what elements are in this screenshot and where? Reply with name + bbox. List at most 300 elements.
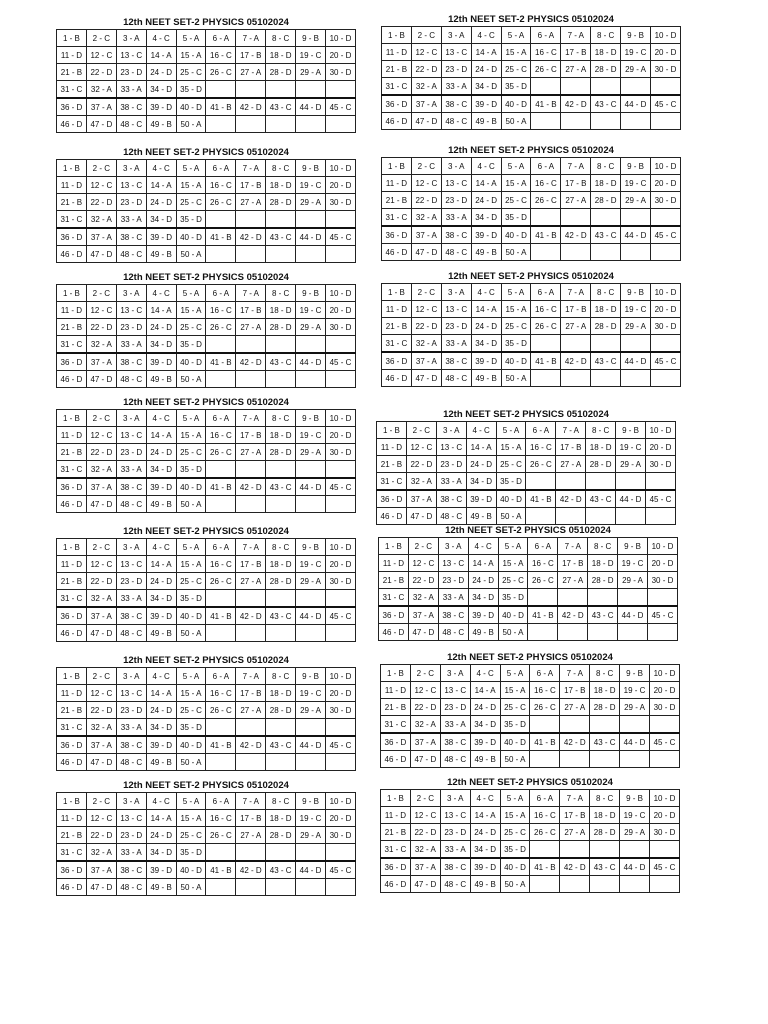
answer-cell: 2 - C — [411, 27, 441, 44]
answer-cell: 50 - A — [176, 879, 206, 896]
answer-cell: 42 - D — [236, 861, 266, 879]
answer-cell: 29 - A — [621, 61, 651, 78]
answer-cell — [326, 719, 356, 737]
answer-cell: 23 - D — [436, 456, 466, 473]
answer-cell: 9 - B — [296, 285, 326, 302]
answer-cell: 8 - C — [591, 158, 621, 175]
answer-cell: 6 - A — [530, 665, 560, 682]
answer-cell: 25 - C — [500, 824, 530, 841]
answer-cell: 20 - D — [651, 175, 681, 192]
answer-cell: 48 - C — [440, 876, 470, 893]
answer-row — [381, 841, 680, 859]
answer-cell: 15 - A — [176, 177, 206, 194]
answer-cell: 2 - C — [411, 158, 441, 175]
answer-cell — [326, 461, 356, 479]
answer-cell: 10 - D — [326, 30, 356, 47]
answer-cell: 14 - A — [146, 47, 176, 64]
answer-cell: 45 - C — [326, 607, 356, 625]
answer-cell: 34 - D — [146, 844, 176, 862]
answer-row — [382, 44, 681, 61]
answer-cell: 12 - C — [86, 556, 116, 573]
answer-cell: 47 - D — [411, 244, 441, 261]
answer-cell: 27 - A — [560, 824, 590, 841]
answer-cell: 49 - B — [468, 624, 498, 641]
answer-cell — [206, 625, 236, 642]
answer-cell: 8 - C — [266, 160, 296, 177]
answer-cell: 50 - A — [498, 624, 528, 641]
answer-cell: 40 - D — [496, 490, 526, 508]
answer-cell — [561, 113, 591, 130]
answer-cell: 18 - D — [590, 682, 620, 699]
answer-cell: 32 - A — [410, 841, 440, 859]
answer-cell: 43 - C — [266, 353, 296, 371]
answer-cell — [266, 754, 296, 771]
answer-cell: 42 - D — [561, 226, 591, 244]
sheet-title: 12th NEET SET-2 PHYSICS 05102024 — [447, 777, 613, 788]
answer-cell: 5 - A — [176, 410, 206, 427]
answer-cell: 17 - B — [236, 685, 266, 702]
answer-cell: 30 - D — [326, 319, 356, 336]
answer-cell: 27 - A — [236, 444, 266, 461]
answer-cell: 24 - D — [146, 319, 176, 336]
answer-cell: 41 - B — [206, 353, 236, 371]
answer-cell: 50 - A — [501, 244, 531, 261]
answer-cell: 9 - B — [296, 30, 326, 47]
answer-cell: 36 - D — [381, 733, 411, 751]
answer-cell: 46 - D — [382, 244, 412, 261]
answer-cell: 11 - D — [57, 556, 87, 573]
answer-cell: 10 - D — [650, 665, 680, 682]
answer-cell — [266, 844, 296, 862]
answer-cell — [648, 624, 678, 641]
answer-cell: 4 - C — [146, 160, 176, 177]
answer-cell: 16 - C — [206, 810, 236, 827]
answer-cell: 9 - B — [296, 668, 326, 685]
answer-cell: 6 - A — [531, 284, 561, 301]
answer-cell — [266, 371, 296, 388]
answer-cell: 34 - D — [470, 841, 500, 859]
answer-row — [379, 606, 678, 624]
answer-cell: 22 - D — [410, 824, 440, 841]
answer-cell: 49 - B — [471, 370, 501, 387]
answer-cell: 2 - C — [410, 665, 440, 682]
answer-cell: 43 - C — [590, 858, 620, 876]
answer-cell: 6 - A — [206, 668, 236, 685]
answer-cell: 24 - D — [471, 318, 501, 335]
answer-cell: 19 - C — [621, 44, 651, 61]
answer-cell: 26 - C — [530, 824, 560, 841]
answer-cell: 14 - A — [146, 177, 176, 194]
answer-cell — [588, 624, 618, 641]
answer-cell: 36 - D — [382, 352, 412, 370]
answer-cell: 50 - A — [176, 246, 206, 263]
answer-cell: 44 - D — [296, 478, 326, 496]
answer-row — [381, 716, 680, 734]
answer-cell: 6 - A — [206, 539, 236, 556]
answer-row — [381, 824, 680, 841]
answer-cell: 7 - A — [560, 665, 590, 682]
answer-cell: 22 - D — [411, 61, 441, 78]
answer-cell: 8 - C — [586, 422, 616, 439]
answer-cell — [326, 754, 356, 771]
answer-cell: 39 - D — [146, 607, 176, 625]
answer-cell: 22 - D — [86, 702, 116, 719]
answer-cell: 31 - C — [57, 590, 87, 608]
answer-row — [57, 336, 356, 354]
answer-row — [57, 625, 356, 642]
answer-cell — [266, 336, 296, 354]
answer-cell: 49 - B — [471, 244, 501, 261]
answer-cell: 32 - A — [411, 78, 441, 96]
answer-cell: 37 - A — [406, 490, 436, 508]
answer-cell: 21 - B — [57, 64, 87, 81]
answer-cell: 37 - A — [411, 226, 441, 244]
answer-row — [57, 444, 356, 461]
answer-cell: 4 - C — [471, 158, 501, 175]
sheet-title: 12th NEET SET-2 PHYSICS 05102024 — [448, 14, 614, 25]
answer-cell: 22 - D — [86, 444, 116, 461]
answer-cell: 23 - D — [116, 573, 146, 590]
answer-cell — [561, 370, 591, 387]
answer-cell: 14 - A — [466, 439, 496, 456]
answer-cell: 6 - A — [528, 538, 558, 555]
answer-cell — [591, 244, 621, 261]
answer-cell: 12 - C — [86, 685, 116, 702]
answer-cell — [560, 841, 590, 859]
answer-cell: 49 - B — [146, 879, 176, 896]
answer-cell: 35 - D — [176, 719, 206, 737]
answer-cell: 20 - D — [646, 439, 676, 456]
answer-cell: 35 - D — [496, 473, 526, 491]
answer-table — [56, 29, 356, 133]
answer-cell: 26 - C — [526, 456, 556, 473]
answer-cell: 4 - C — [468, 538, 498, 555]
answer-cell: 3 - A — [116, 793, 146, 810]
answer-row — [382, 95, 681, 113]
answer-cell: 3 - A — [436, 422, 466, 439]
answer-cell: 39 - D — [146, 478, 176, 496]
answer-cell: 4 - C — [470, 790, 500, 807]
answer-cell: 47 - D — [406, 508, 436, 525]
answer-cell: 32 - A — [408, 589, 438, 607]
answer-cell — [586, 508, 616, 525]
answer-cell — [326, 844, 356, 862]
answer-cell: 37 - A — [410, 858, 440, 876]
answer-cell: 2 - C — [86, 410, 116, 427]
answer-cell: 49 - B — [146, 116, 176, 133]
answer-cell: 47 - D — [86, 879, 116, 896]
answer-cell: 23 - D — [116, 444, 146, 461]
answer-cell: 3 - A — [116, 30, 146, 47]
answer-cell: 13 - C — [116, 302, 146, 319]
answer-cell: 13 - C — [116, 427, 146, 444]
answer-cell: 33 - A — [116, 719, 146, 737]
answer-cell: 2 - C — [86, 539, 116, 556]
answer-cell — [326, 211, 356, 229]
answer-cell: 8 - C — [266, 793, 296, 810]
answer-cell: 16 - C — [526, 439, 556, 456]
answer-cell — [206, 211, 236, 229]
answer-cell: 26 - C — [531, 61, 561, 78]
answer-cell: 27 - A — [236, 194, 266, 211]
answer-cell: 15 - A — [176, 302, 206, 319]
answer-cell — [326, 371, 356, 388]
answer-cell: 5 - A — [176, 30, 206, 47]
answer-cell: 1 - B — [379, 538, 409, 555]
answer-cell: 30 - D — [326, 827, 356, 844]
answer-cell: 27 - A — [236, 319, 266, 336]
answer-cell: 24 - D — [146, 64, 176, 81]
answer-cell: 45 - C — [651, 95, 681, 113]
answer-cell: 1 - B — [57, 410, 87, 427]
answer-cell: 5 - A — [496, 422, 526, 439]
answer-cell: 22 - D — [408, 572, 438, 589]
answer-cell: 49 - B — [146, 496, 176, 513]
answer-cell: 40 - D — [501, 226, 531, 244]
answer-cell: 47 - D — [86, 246, 116, 263]
answer-cell: 8 - C — [590, 665, 620, 682]
answer-row — [57, 793, 356, 810]
answer-cell: 42 - D — [560, 733, 590, 751]
answer-cell — [236, 496, 266, 513]
answer-cell: 47 - D — [411, 113, 441, 130]
answer-cell: 23 - D — [441, 192, 471, 209]
answer-cell: 20 - D — [326, 556, 356, 573]
answer-cell: 29 - A — [296, 827, 326, 844]
answer-cell: 14 - A — [468, 555, 498, 572]
answer-cell: 38 - C — [116, 736, 146, 754]
answer-cell: 39 - D — [471, 95, 501, 113]
answer-cell: 31 - C — [57, 81, 87, 99]
answer-cell: 13 - C — [441, 44, 471, 61]
answer-cell: 19 - C — [620, 807, 650, 824]
answer-cell: 15 - A — [176, 810, 206, 827]
answer-cell: 23 - D — [116, 64, 146, 81]
answer-cell: 45 - C — [326, 478, 356, 496]
answer-cell: 30 - D — [651, 318, 681, 335]
answer-cell: 25 - C — [176, 702, 206, 719]
answer-cell: 10 - D — [326, 160, 356, 177]
answer-row — [381, 876, 680, 893]
answer-cell: 11 - D — [57, 685, 87, 702]
answer-cell — [236, 461, 266, 479]
answer-cell — [620, 751, 650, 768]
answer-cell — [326, 625, 356, 642]
answer-table — [56, 538, 356, 642]
answer-cell: 12 - C — [410, 682, 440, 699]
answer-row — [382, 244, 681, 261]
answer-cell: 47 - D — [410, 876, 440, 893]
answer-cell: 48 - C — [440, 751, 470, 768]
answer-row — [57, 590, 356, 608]
answer-cell: 2 - C — [86, 30, 116, 47]
answer-cell: 20 - D — [650, 682, 680, 699]
answer-cell: 5 - A — [176, 160, 206, 177]
answer-cell: 44 - D — [296, 98, 326, 116]
answer-cell: 25 - C — [501, 192, 531, 209]
answer-cell: 12 - C — [86, 427, 116, 444]
answer-cell: 30 - D — [651, 192, 681, 209]
answer-cell: 34 - D — [146, 211, 176, 229]
answer-cell: 40 - D — [501, 352, 531, 370]
answer-cell: 42 - D — [236, 98, 266, 116]
answer-cell — [206, 719, 236, 737]
answer-row — [382, 284, 681, 301]
answer-cell: 12 - C — [408, 555, 438, 572]
answer-cell: 20 - D — [326, 177, 356, 194]
answer-cell: 34 - D — [471, 209, 501, 227]
answer-cell: 11 - D — [382, 44, 412, 61]
answer-cell: 35 - D — [176, 336, 206, 354]
answer-cell: 10 - D — [650, 790, 680, 807]
answer-cell: 41 - B — [526, 490, 556, 508]
answer-cell — [561, 78, 591, 96]
answer-cell: 41 - B — [530, 733, 560, 751]
answer-cell: 42 - D — [236, 353, 266, 371]
answer-row — [382, 192, 681, 209]
answer-cell: 1 - B — [381, 790, 411, 807]
answer-cell — [296, 719, 326, 737]
answer-cell: 23 - D — [116, 702, 146, 719]
answer-cell — [266, 461, 296, 479]
answer-cell — [326, 879, 356, 896]
answer-cell — [556, 508, 586, 525]
answer-cell: 49 - B — [471, 113, 501, 130]
answer-cell: 35 - D — [500, 841, 530, 859]
answer-cell: 42 - D — [236, 228, 266, 246]
answer-row — [57, 702, 356, 719]
answer-cell: 7 - A — [236, 410, 266, 427]
answer-cell: 15 - A — [501, 175, 531, 192]
answer-cell — [650, 841, 680, 859]
answer-cell: 48 - C — [116, 246, 146, 263]
answer-cell: 2 - C — [410, 790, 440, 807]
answer-cell — [296, 461, 326, 479]
answer-cell: 27 - A — [561, 192, 591, 209]
answer-cell: 31 - C — [377, 473, 407, 491]
answer-cell: 13 - C — [116, 810, 146, 827]
answer-cell: 50 - A — [176, 116, 206, 133]
answer-cell: 47 - D — [410, 751, 440, 768]
answer-cell — [651, 370, 681, 387]
answer-cell: 21 - B — [382, 192, 412, 209]
answer-cell: 41 - B — [206, 98, 236, 116]
answer-row — [57, 160, 356, 177]
answer-cell: 46 - D — [381, 876, 411, 893]
answer-cell: 29 - A — [621, 318, 651, 335]
answer-row — [57, 285, 356, 302]
answer-cell: 45 - C — [326, 98, 356, 116]
answer-cell: 12 - C — [411, 301, 441, 318]
answer-table — [381, 157, 681, 261]
answer-cell: 29 - A — [616, 456, 646, 473]
answer-row — [382, 370, 681, 387]
answer-table — [381, 283, 681, 387]
answer-cell: 40 - D — [176, 353, 206, 371]
answer-cell: 29 - A — [620, 699, 650, 716]
answer-cell: 8 - C — [266, 539, 296, 556]
answer-cell: 17 - B — [236, 302, 266, 319]
answer-cell — [590, 876, 620, 893]
answer-cell: 39 - D — [146, 353, 176, 371]
answer-cell: 40 - D — [176, 478, 206, 496]
answer-cell: 8 - C — [591, 284, 621, 301]
answer-row — [57, 685, 356, 702]
answer-cell: 48 - C — [441, 244, 471, 261]
answer-cell: 41 - B — [206, 607, 236, 625]
answer-cell: 33 - A — [441, 335, 471, 353]
answer-cell: 26 - C — [206, 319, 236, 336]
answer-table — [56, 159, 356, 263]
answer-cell — [591, 209, 621, 227]
answer-cell: 50 - A — [176, 754, 206, 771]
answer-cell — [206, 116, 236, 133]
answer-cell: 46 - D — [57, 625, 87, 642]
answer-cell: 41 - B — [531, 352, 561, 370]
answer-cell — [526, 473, 556, 491]
answer-cell: 44 - D — [621, 95, 651, 113]
answer-row — [57, 116, 356, 133]
answer-cell: 28 - D — [266, 64, 296, 81]
sheet-title: 12th NEET SET-2 PHYSICS 05102024 — [445, 525, 611, 536]
answer-row — [57, 371, 356, 388]
answer-cell: 22 - D — [86, 827, 116, 844]
answer-cell: 23 - D — [116, 827, 146, 844]
answer-cell: 19 - C — [296, 47, 326, 64]
answer-cell: 20 - D — [651, 301, 681, 318]
answer-cell: 6 - A — [206, 410, 236, 427]
answer-cell: 17 - B — [558, 555, 588, 572]
answer-cell: 5 - A — [176, 539, 206, 556]
answer-cell: 3 - A — [116, 539, 146, 556]
answer-cell — [526, 508, 556, 525]
answer-cell: 8 - C — [266, 285, 296, 302]
answer-cell: 21 - B — [377, 456, 407, 473]
answer-cell — [651, 209, 681, 227]
answer-cell: 20 - D — [326, 47, 356, 64]
answer-cell — [296, 844, 326, 862]
answer-cell: 33 - A — [116, 844, 146, 862]
answer-cell: 36 - D — [57, 98, 87, 116]
sheet-title: 12th NEET SET-2 PHYSICS 05102024 — [123, 147, 289, 158]
answer-cell: 42 - D — [556, 490, 586, 508]
answer-cell: 18 - D — [266, 427, 296, 444]
answer-cell: 34 - D — [146, 336, 176, 354]
answer-cell: 48 - C — [116, 116, 146, 133]
answer-cell: 8 - C — [590, 790, 620, 807]
answer-cell: 20 - D — [326, 302, 356, 319]
answer-cell: 27 - A — [556, 456, 586, 473]
answer-cell: 44 - D — [618, 606, 648, 624]
answer-cell: 36 - D — [57, 228, 87, 246]
answer-cell: 24 - D — [146, 444, 176, 461]
answer-cell: 48 - C — [438, 624, 468, 641]
answer-cell: 5 - A — [501, 158, 531, 175]
answer-cell: 5 - A — [501, 27, 531, 44]
answer-cell: 11 - D — [381, 682, 411, 699]
answer-cell: 4 - C — [146, 285, 176, 302]
answer-cell: 17 - B — [236, 177, 266, 194]
answer-cell: 36 - D — [57, 861, 87, 879]
answer-row — [379, 555, 678, 572]
answer-key-sheet — [56, 654, 356, 771]
answer-cell: 48 - C — [441, 113, 471, 130]
answer-cell: 23 - D — [441, 318, 471, 335]
answer-row — [57, 478, 356, 496]
answer-cell: 13 - C — [441, 175, 471, 192]
answer-row — [381, 790, 680, 807]
answer-cell: 11 - D — [377, 439, 407, 456]
